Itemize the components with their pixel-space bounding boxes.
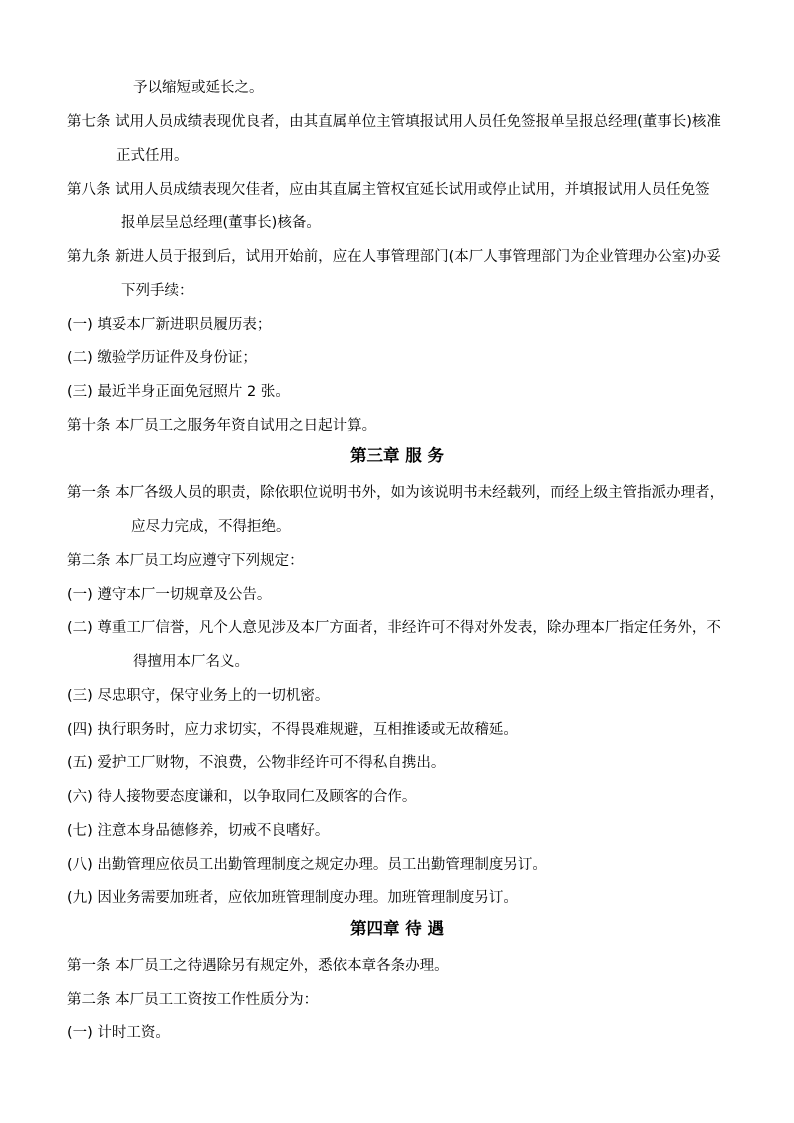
paragraph-continuation: 正式任用。 <box>116 148 189 164</box>
paragraph-continuation: 予以缩短或延长之。 <box>133 80 264 96</box>
list-item: (三) 尽忠职守，保守业务上的一切机密。 <box>67 688 330 704</box>
chapter-3-article-1: 第一条 本厂各级人员的职责，除依职位说明书外，如为该说明书未经载列，而经上级主管指派办理者， <box>67 485 725 501</box>
paragraph-continuation: 报单层呈总经理(董事长)核备。 <box>121 215 321 231</box>
paragraph-continuation: 得擅用本厂名义。 <box>133 654 249 670</box>
list-item: (八) 出勤管理应依员工出勤管理制度之规定办理。员工出勤管理制度另订。 <box>67 857 547 873</box>
list-item: (六) 待人接物要态度谦和，以争取同仁及顾客的合作。 <box>67 789 417 805</box>
list-item: (四) 执行职务时，应力求切实，不得畏难规避，互相推诿或无故稽延。 <box>67 722 518 738</box>
chapter-4-article-1: 第一条 本厂员工之待遇除另有规定外，悉依本章各条办理。 <box>67 958 449 974</box>
article-7: 第七条 试用人员成绩表现优良者，由其直属单位主管填报试用人员任免签报单呈报总经理(董事长)核准 <box>67 114 721 130</box>
chapter-4-heading: 第四章 待 遇 <box>350 919 444 938</box>
paragraph-continuation: 应尽力完成，不得拒绝。 <box>131 519 291 535</box>
article-9: 第九条 新进人员于报到后，试用开始前，应在人事管理部门(本厂人事管理部门为企业管理办公室)办妥 <box>67 249 721 265</box>
list-item: (五) 爱护工厂财物，不浪费，公物非经许可不得私自携出。 <box>67 755 446 771</box>
list-item: (七) 注意本身品德修养，切戒不良嗜好。 <box>67 823 330 839</box>
chapter-4-article-2: 第二条 本厂员工工资按工作性质分为： <box>67 992 319 1008</box>
list-item: (三) 最近半身正面免冠照片 2 张。 <box>67 384 290 400</box>
list-item: (一) 计时工资。 <box>67 1025 170 1041</box>
chapter-3-article-2: 第二条 本厂员工均应遵守下列规定： <box>67 553 304 569</box>
paragraph-continuation: 下列手续： <box>121 283 194 299</box>
article-10: 第十条 本厂员工之服务年资自试用之日起计算。 <box>67 418 377 434</box>
list-item: (九) 因业务需要加班者，应依加班管理制度办理。加班管理制度另订。 <box>67 890 518 906</box>
list-item: (一) 填妥本厂新进职员履历表； <box>67 317 272 333</box>
list-item: (二) 尊重工厂信誉，凡个人意见涉及本厂方面者，非经许可不得对外发表，除办理本厂指定任务外，不 <box>67 620 721 636</box>
list-item: (一) 遵守本厂一切规章及公告。 <box>67 587 272 603</box>
chapter-3-heading: 第三章 服 务 <box>350 446 444 465</box>
article-8: 第八条 试用人员成绩表现欠佳者，应由其直属主管权宜延长试用或停止试用，并填报试用人员任免签 <box>67 182 710 198</box>
list-item: (二) 缴验学历证件及身份证； <box>67 350 257 366</box>
